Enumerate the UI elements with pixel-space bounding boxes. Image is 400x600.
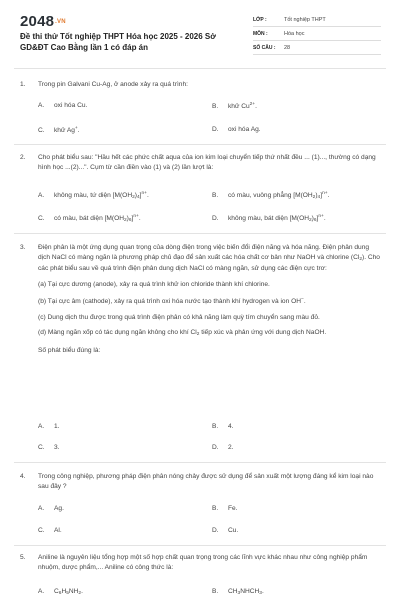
option-text-end: . bbox=[323, 215, 326, 222]
q2-option-b[interactable] bbox=[212, 191, 329, 200]
q1-option-a[interactable] bbox=[38, 102, 87, 109]
option-letter: C. bbox=[38, 444, 45, 451]
divider bbox=[14, 233, 386, 234]
statement-a: (a) Tại cực dương (anode), xảy ra quá trình khử ion chloride thành khí chlorine. bbox=[38, 280, 270, 288]
site-logo[interactable] bbox=[20, 13, 66, 30]
option-letter: A. bbox=[38, 588, 45, 595]
statement-text: . bbox=[303, 298, 306, 305]
q1-option-c[interactable] bbox=[38, 126, 80, 134]
option-letter: B. bbox=[212, 505, 219, 512]
question-number: 1. bbox=[20, 81, 26, 88]
question-number: 5. bbox=[20, 554, 26, 561]
q3-option-b[interactable] bbox=[212, 423, 234, 430]
option-letter: B. bbox=[212, 423, 219, 430]
option-text: ) bbox=[126, 215, 129, 222]
superscript: n+ bbox=[322, 191, 328, 196]
option-letter: A. bbox=[38, 192, 45, 199]
q4-option-d[interactable] bbox=[212, 527, 238, 534]
subscript: 3 bbox=[237, 591, 241, 596]
option-text: ] bbox=[131, 215, 134, 222]
option-text: có màu, bát diện [M(OH bbox=[54, 215, 124, 222]
question-text: Trong công nghiệp, phương pháp điện phân nóng chảy được sử dụng để sản xuất một lượng đáng kể kim loại nào sau đây ? bbox=[38, 473, 374, 490]
formula-part: C bbox=[54, 588, 59, 595]
subscript: 2 bbox=[312, 195, 316, 200]
option-text: 1. bbox=[54, 423, 60, 430]
subscript: 4 bbox=[136, 195, 140, 200]
meta-value: Tốt nghiệp THPT bbox=[284, 16, 326, 23]
superscript: + bbox=[74, 126, 78, 131]
option-text: khử Ag bbox=[54, 127, 75, 134]
q1-option-d[interactable] bbox=[212, 126, 261, 133]
q4-option-b[interactable] bbox=[212, 505, 238, 512]
option-letter: C. bbox=[38, 127, 45, 134]
option-text: có màu, vuông phẳng [M(OH bbox=[228, 192, 313, 199]
formula-end: . bbox=[261, 588, 264, 595]
option-text: oxi hóa Ag. bbox=[228, 126, 261, 133]
formula-part: CH bbox=[228, 588, 238, 595]
option-text: 4. bbox=[228, 423, 234, 430]
logo-suffix: .VN bbox=[55, 19, 66, 26]
subscript: 2 bbox=[124, 218, 127, 223]
option-text: 3. bbox=[54, 444, 60, 451]
meta-label: SỐ CÂU : bbox=[253, 44, 276, 51]
divider bbox=[14, 144, 386, 145]
subscript: 2 bbox=[132, 195, 135, 200]
meta-row-class bbox=[253, 13, 381, 27]
q4-option-c[interactable] bbox=[38, 527, 62, 534]
q3-option-a[interactable] bbox=[38, 423, 60, 430]
subscript: 2 bbox=[309, 218, 312, 223]
option-text-end: . bbox=[77, 127, 80, 134]
formula-part: NH bbox=[68, 588, 79, 595]
statement-text: tiếp xúc và phản ứng với dung dịch NaOH. bbox=[199, 329, 327, 336]
option-letter: A. bbox=[38, 505, 45, 512]
meta-row-count bbox=[253, 41, 381, 55]
option-letter: D. bbox=[212, 444, 219, 451]
statement-text: (d) Màng ngăn xốp có tác dụng ngăn không cho khí Cl bbox=[38, 329, 197, 336]
option-text: không màu, tứ diện [M(OH bbox=[54, 192, 133, 199]
q5-option-b[interactable] bbox=[212, 588, 264, 596]
q2-option-a[interactable] bbox=[38, 191, 149, 200]
option-text: khử Cu bbox=[228, 103, 250, 110]
option-text: ] bbox=[316, 215, 319, 222]
divider bbox=[14, 545, 386, 546]
question-3 bbox=[20, 243, 382, 355]
question-prompt: Số phát biểu đúng là: bbox=[38, 346, 101, 354]
subscript: 5 bbox=[66, 591, 69, 596]
exam-meta bbox=[253, 13, 381, 55]
formula-end: . bbox=[81, 588, 83, 595]
formula-part: NHCH bbox=[240, 588, 260, 595]
subscript: 2 bbox=[359, 256, 363, 262]
option-text: không màu, bát diện [M(OH bbox=[228, 215, 309, 222]
option-text: ) bbox=[311, 215, 314, 222]
subscript: 6 bbox=[58, 591, 62, 596]
meta-label: LỚP : bbox=[253, 16, 267, 23]
superscript: n+ bbox=[133, 214, 139, 219]
q2-option-c[interactable] bbox=[38, 214, 141, 223]
option-text: 2. bbox=[228, 444, 234, 451]
meta-value: Hóa học bbox=[284, 30, 305, 37]
option-letter: B. bbox=[212, 103, 219, 110]
question-5 bbox=[20, 553, 382, 572]
option-text: ] bbox=[139, 192, 142, 199]
formula-part: H bbox=[61, 588, 67, 595]
option-letter: B. bbox=[212, 588, 219, 595]
option-text-end: . bbox=[255, 103, 257, 110]
meta-row-subject bbox=[253, 27, 381, 41]
question-number: 3. bbox=[20, 244, 26, 251]
option-letter: D. bbox=[212, 215, 219, 222]
statement-d bbox=[38, 328, 382, 340]
q1-option-b[interactable] bbox=[212, 102, 257, 110]
option-text-end: . bbox=[138, 215, 141, 222]
superscript: − bbox=[301, 297, 304, 302]
option-text-end: . bbox=[327, 192, 330, 199]
subscript: 3 bbox=[259, 591, 262, 596]
question-text-part: Điện phân là một ứng dụng quan trọng của dòng điện trong việc biến đổi điện năng và hóa năng. Điện phân dung dịch NaCl có màng ngăn là phương pháp chủ đạo để sản xuất các hóa chất cơ bản như NaOH và chlorine (Cl bbox=[38, 244, 370, 261]
option-letter: C. bbox=[38, 215, 45, 222]
option-letter: D. bbox=[212, 527, 219, 534]
statement-text: (b) Tại cực âm (cathode), xảy ra quá trình oxi hóa nước tạo thành khí hydrogen và ion OH bbox=[38, 298, 301, 305]
q3-option-d[interactable] bbox=[212, 444, 234, 451]
option-text: Al. bbox=[54, 527, 62, 534]
statement-b bbox=[38, 295, 382, 307]
option-text: oxi hóa Cu. bbox=[54, 102, 88, 109]
statement-c: (c) Dung dịch thu được trong quá trình điện phân có khả năng làm quỳ tím chuyển sang màu đỏ. bbox=[38, 313, 320, 321]
option-letter: C. bbox=[38, 527, 45, 534]
question-4 bbox=[20, 472, 382, 491]
option-letter: B. bbox=[212, 192, 219, 199]
subscript: 6 bbox=[128, 218, 132, 223]
option-letter: A. bbox=[38, 423, 45, 430]
question-text-part: ). Cho các phát biểu sau về quá trình điện phân dung dịch NaCl có màng ngăn, sử dụng các điện cực trơ: bbox=[38, 253, 380, 272]
superscript: 2+ bbox=[249, 102, 256, 107]
q3-option-c[interactable] bbox=[38, 444, 60, 451]
question-text: Aniline là nguyên liệu tổng hợp một số hợp chất quan trọng trong các lĩnh vực khác nhau như công nghiệp phẩm nhuộm, dược phẩm,... Aniline có công thức là: bbox=[38, 554, 368, 571]
option-text-end: . bbox=[146, 192, 149, 199]
option-text: Fe. bbox=[228, 505, 238, 512]
question-text bbox=[38, 243, 382, 274]
exam-title: Đề thi thử Tốt nghiệp THPT Hóa học 2025 - 2026 Sở GD&ĐT Cao Bằng lần 1 có đáp án bbox=[20, 32, 216, 52]
option-text: ] bbox=[320, 192, 323, 199]
q5-option-a[interactable] bbox=[38, 588, 83, 596]
question-1 bbox=[20, 80, 382, 90]
option-text: ) bbox=[315, 192, 318, 199]
subscript: 2 bbox=[78, 591, 82, 596]
subscript: 2 bbox=[196, 332, 200, 337]
question-text: Cho phát biểu sau: "Hầu hết các phức chất aqua của ion kim loại chuyển tiếp thứ nhất đều ... (1)..., thường có dạng hình học ...(2)...". Cụm từ cần điền vào (1) và (2) lần lượt là: bbox=[38, 154, 376, 171]
logo-text: 2048 bbox=[20, 13, 55, 30]
subscript: 6 bbox=[313, 218, 317, 223]
option-text: ) bbox=[134, 192, 137, 199]
question-2 bbox=[20, 153, 382, 172]
question-text: Trong pin Galvani Cu-Ag, ở anode xảy ra quá trình: bbox=[38, 81, 188, 88]
option-text: Cu. bbox=[228, 527, 239, 534]
q2-option-d[interactable] bbox=[212, 214, 326, 223]
divider bbox=[14, 462, 386, 463]
meta-label: MÔN : bbox=[253, 30, 268, 37]
divider bbox=[14, 68, 386, 69]
question-number: 4. bbox=[20, 473, 26, 480]
q4-option-a[interactable] bbox=[38, 505, 64, 512]
superscript: n+ bbox=[318, 214, 324, 219]
option-letter: A. bbox=[38, 102, 45, 109]
option-letter: D. bbox=[212, 126, 219, 133]
subscript: 4 bbox=[317, 195, 321, 200]
meta-value: 28 bbox=[284, 44, 291, 51]
question-number: 2. bbox=[20, 154, 26, 161]
option-text: Ag. bbox=[54, 505, 64, 512]
superscript: n+ bbox=[141, 191, 147, 196]
